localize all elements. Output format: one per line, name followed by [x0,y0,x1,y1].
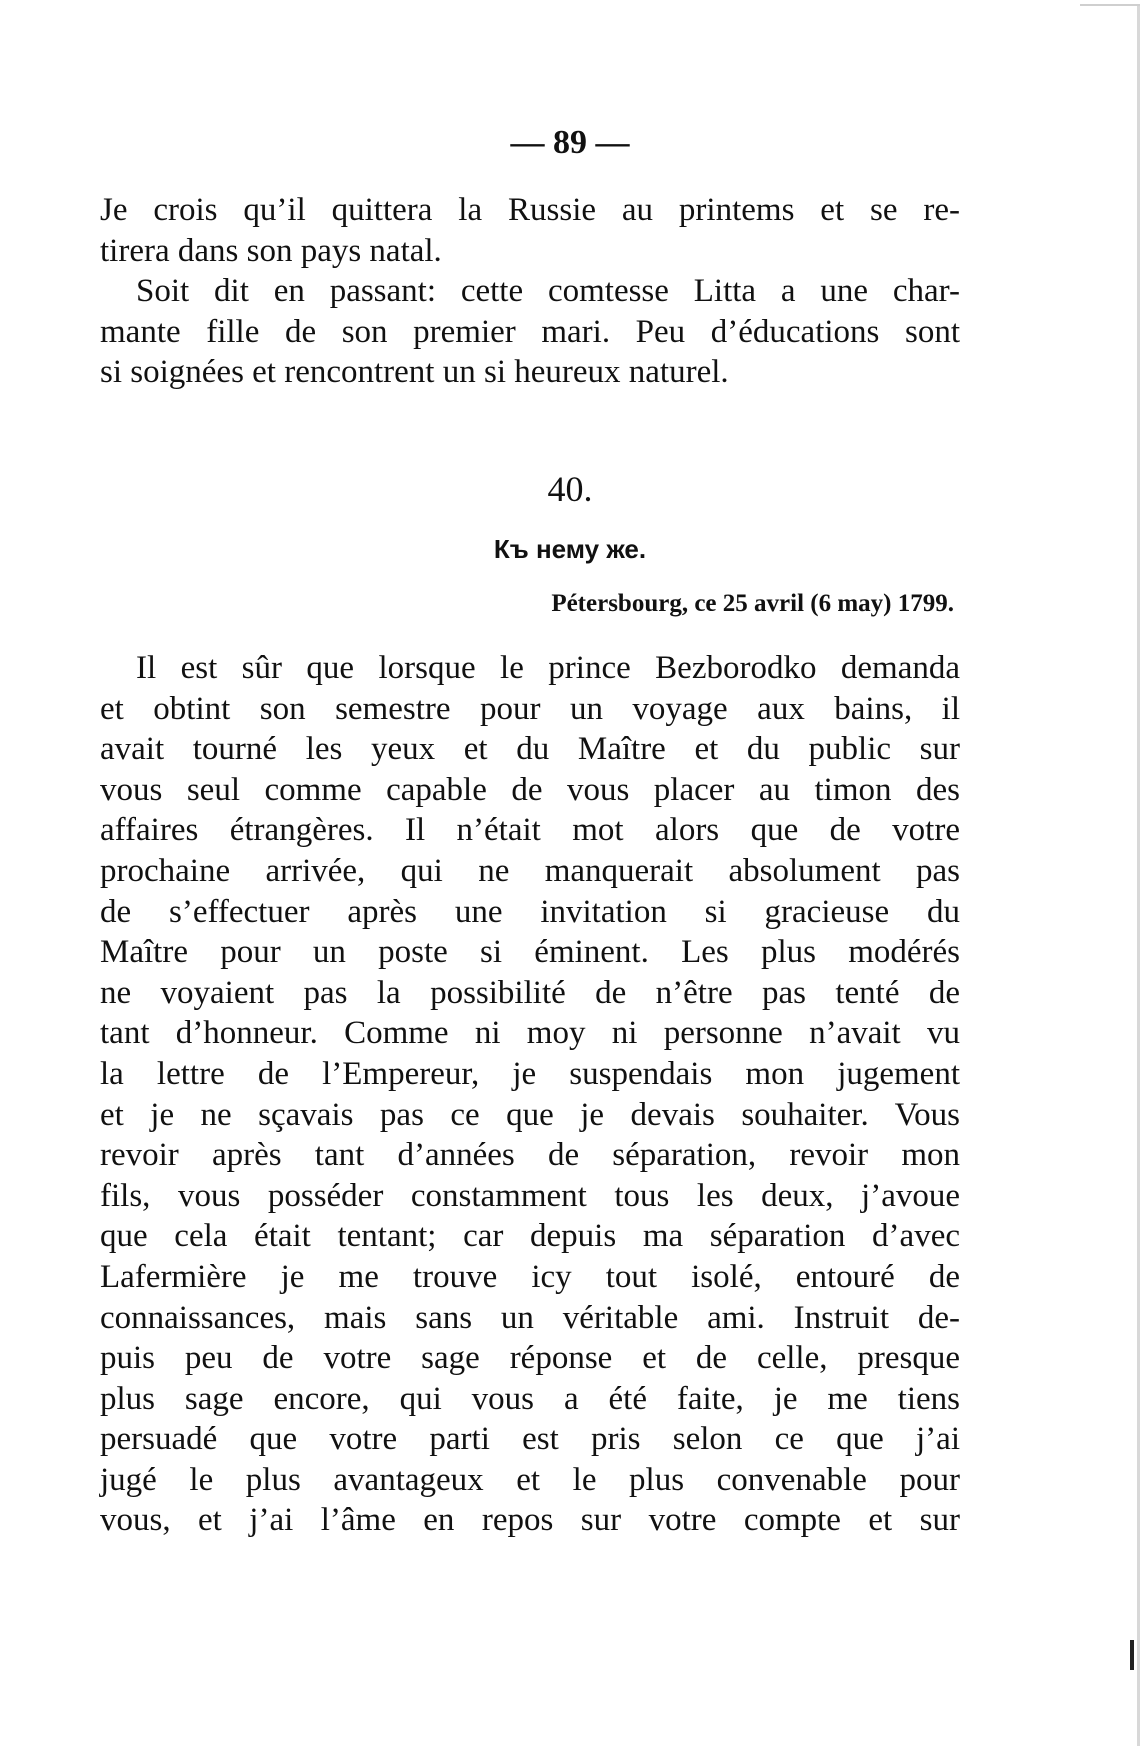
text-line: et obtint son semestre pour un voyage aux bains, il [100,690,960,727]
text-line: Je crois qu’il quittera la Russie au printems et se re- [100,192,960,228]
text-line: connaissances, mais sans un véritable ami. Instruit de- [100,1299,960,1336]
text-line: plus sage encore, qui vous a été faite, je me tiens [100,1380,960,1417]
text-line: et je ne sçavais pas ce que je devais souhaiter. Vous [100,1096,960,1133]
letter-addressee: Къ нему же. [493,534,647,564]
text-line: tant d’honneur. Comme ni moy ni personne n’avait vu [100,1015,960,1052]
text-line: revoir après tant d’années de séparation, revoir mon [100,1137,960,1174]
text-line: persuadé que votre parti est pris selon ce que j’ai [100,1421,960,1458]
text-line: avait tourné les yeux et du Maître et du public sur [100,731,960,768]
text-line: Lafermière je me trouve icy tout isolé, entouré de [100,1258,960,1295]
text-line: fils, vous posséder constamment tous les deux, j’avoue [100,1177,960,1214]
text-line: que cela était tentant; car depuis ma séparation d’avec [100,1218,960,1255]
text-line: ne voyaient pas la possibilité de n’être pas tenté de [100,974,960,1011]
page-number: — 89 — [510,124,630,161]
text-line: jugé le plus avantageux et le plus convenable pour [100,1461,960,1498]
text-line: vous seul comme capable de vous placer au timon des [100,771,960,808]
scan-edge-mark [1130,1640,1134,1670]
continuation-paragraphs [100,190,960,393]
text-line: Maître pour un poste si éminent. Les plus modérés [100,934,960,971]
text-line: affaires étrangères. Il n’était mot alors que de votre [100,812,960,849]
letter-body [100,648,960,1541]
letter-number: 40. [547,469,593,509]
text-line: puis peu de votre sage réponse et de celle, presque [100,1340,960,1377]
text-line: la lettre de l’Empereur, je suspendais mon jugement [100,1055,960,1092]
letter-dateline: Pétersbourg, ce 25 avril (6 may) 1799. [551,590,954,617]
text-line: si soignées et rencontrent un si heureux naturel. [100,354,729,391]
text-line: prochaine arrivée, qui ne manquerait absolument pas [100,852,960,889]
text-line: de s’effectuer après une invitation si gracieuse du [100,893,960,930]
text-line: vous, et j’ai l’âme en repos sur votre compte et sur [100,1502,960,1539]
scan-edge-top [1080,4,1140,6]
text-line: Il est sûr que lorsque le prince Bezborodko demanda [136,650,960,686]
text-line: Soit dit en passant: cette comtesse Litta a une char- [136,273,960,310]
text-line: mante fille de son premier mari. Peu d’éducations sont [100,313,960,350]
text-line: tirera dans son pays natal. [100,232,442,269]
